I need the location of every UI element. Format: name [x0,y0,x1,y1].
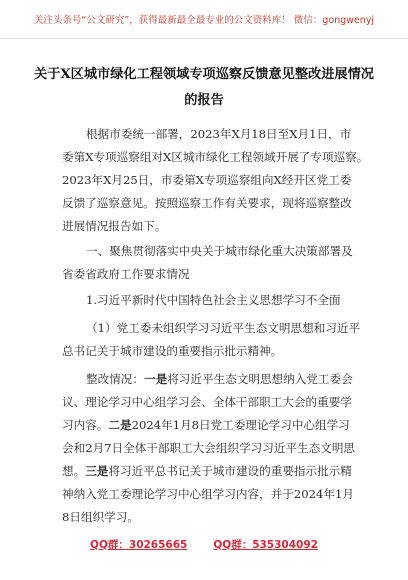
rectification-text: 习内容。 [62,418,109,432]
paragraph-line: 反馈了巡察意见。按照巡察工作有关要求，现将巡察整改 [62,196,352,210]
paragraph-line: 根据市委统一部署，2023年X月18日至X月1日，市 [86,127,352,141]
paragraph-line: 委第X专项巡察组对X区城市绿化工程领域开展了专项巡察。 [62,150,369,164]
section-heading-line: 一、聚焦贯彻落实中央关于城市绿化重大决策部署及 [86,244,353,258]
footer-bar [0,532,408,556]
document-title-line2: 的报告 [184,93,224,108]
rectification-line [62,463,352,479]
subsection-heading: 1.习近平新时代中国特色社会主义思想学习不全面 [86,293,341,307]
rectification-line: 8日组织学习。 [62,510,139,524]
rectification-line: 会和2月7日全体干部职工大会组织学习习近平生态文明思 [62,441,356,455]
item-line: （1）党工委未组织学习习近平生态文明思想和习近平 [86,321,361,335]
rectification-label: 整改情况： [86,372,144,386]
document-title-line1: 关于X区城市绿化工程领域专项巡察反馈意见整改进展情况 [34,67,374,82]
rectification-line [62,417,350,433]
rectification-text: 将习近平总书记关于城市建设的重要指示批示精 [108,464,352,478]
item-line: 总书记关于城市建设的重要指示批示精神。 [62,344,283,358]
paragraph-line: 进展情况报告如下。 [62,219,167,233]
banner-text: 关注头条号“公文研究”，获得最新最全最专业的公文资料库！ 微信：gongwenyj [33,15,375,26]
rectification-text: 想。 [62,464,86,478]
qq-group-link-1[interactable]: QQ群：30265665 [90,538,188,551]
point-marker: 二是 [108,418,132,432]
top-banner [0,0,408,39]
paragraph-line: 2023年X月25日，市委第X专项巡察组向X经开区党工委 [62,173,352,187]
rectification-line: 神纳入党工委理论学习中心组学习内容，并于2024年1月 [62,487,354,501]
rectification-text: 将习近平生态文明思想纳入党工委会 [167,372,353,386]
rectification-line: 议、理论学习中心组学习会、全体干部职工大会的重要学 [62,395,352,409]
rectification-line [86,371,353,387]
section-heading-line: 省委省政府工作要求情况 [62,267,190,281]
point-marker: 三是 [85,464,109,478]
document-page [0,38,408,538]
rectification-text: 2024年1月8日党工委理论学习中心组学习 [131,418,350,432]
qq-group-link-2[interactable]: QQ群：535304092 [213,538,318,551]
point-marker: 一是 [143,372,168,386]
